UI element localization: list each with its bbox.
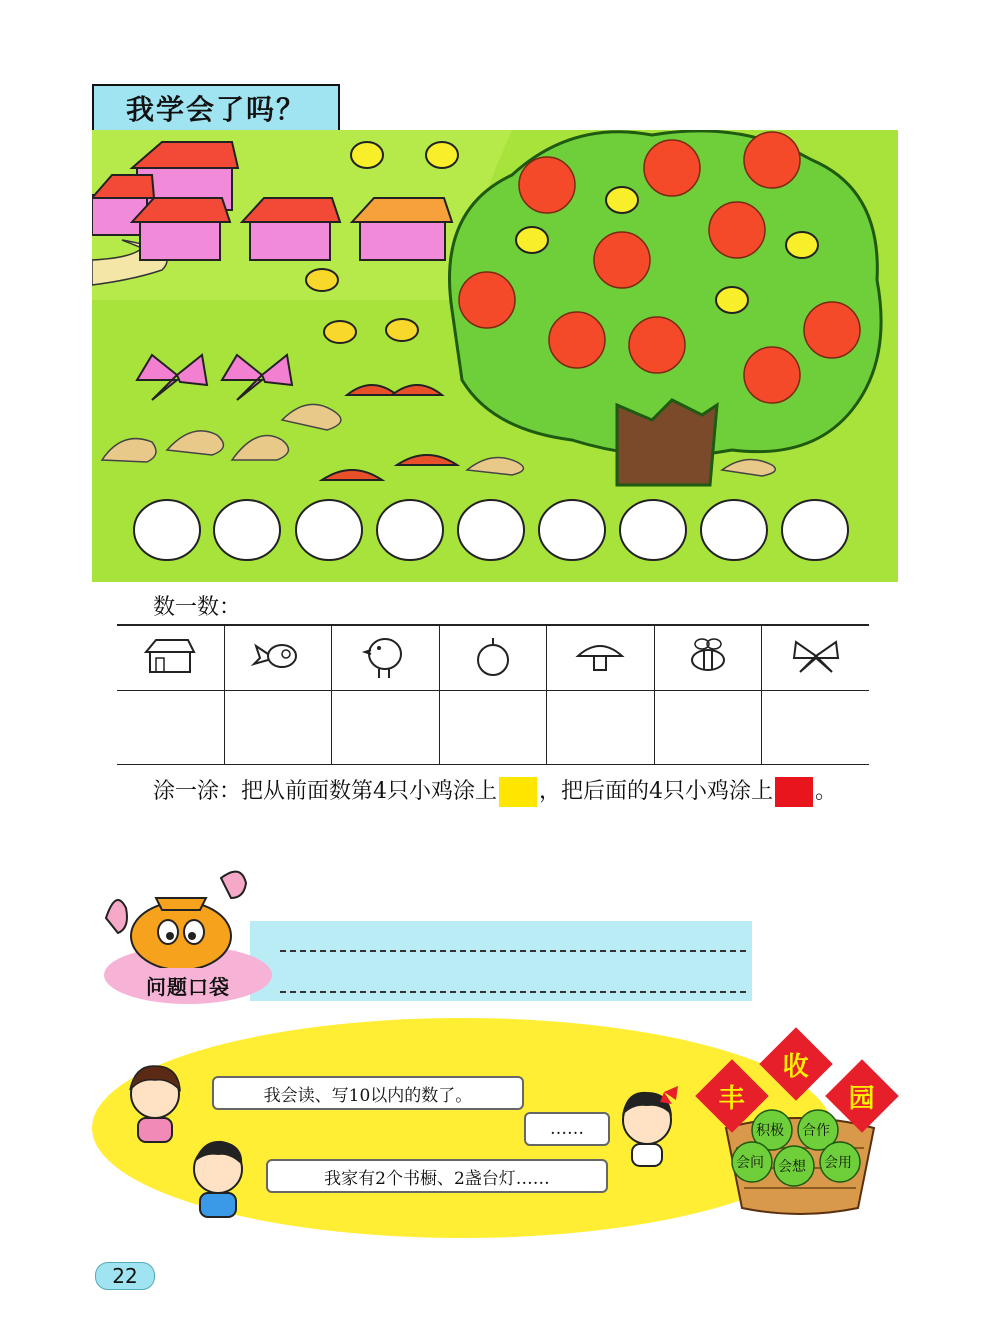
basket-apple-label: 积极 [756, 1123, 784, 1139]
page-number: 22 [95, 1262, 155, 1290]
house-icon [142, 636, 198, 676]
answer-cell[interactable] [332, 691, 440, 765]
apple-icon [465, 634, 521, 678]
color-task-text-b: ，把后面的4只小鸡涂上 [539, 779, 773, 804]
answer-cell[interactable] [224, 691, 332, 765]
count-section-label: 数一数： [153, 595, 242, 620]
pocket-mascot-icon [96, 858, 266, 968]
basket-apple-label: 会问 [736, 1155, 764, 1171]
yellow-swatch [499, 777, 537, 807]
table-header-cell [224, 625, 332, 691]
question-pocket-area [250, 921, 752, 1001]
girl-with-bow-avatar-icon [612, 1082, 682, 1167]
badge-char-yuan: 园 [825, 1059, 899, 1133]
count-table [117, 624, 869, 765]
table-header-cell [547, 625, 655, 691]
answer-cell[interactable] [762, 691, 869, 765]
boy-avatar-icon [182, 1133, 254, 1218]
table-header-cell [439, 625, 547, 691]
table-header-cell [654, 625, 762, 691]
speech-bubble-1: 我会读、写10以内的数了。 [212, 1076, 524, 1110]
color-task-instruction [95, 772, 875, 812]
table-header-cell [762, 625, 869, 691]
basket-apple-label: 会想 [778, 1159, 806, 1175]
bee-icon [676, 636, 740, 676]
color-task-text-c: 。 [815, 779, 838, 804]
scene-illustration [92, 130, 898, 582]
table-header-cell [117, 625, 224, 691]
badge-char-feng: 丰 [695, 1059, 769, 1133]
chick-icon [357, 632, 413, 680]
bird-icon [250, 636, 306, 676]
color-task-text-a: 涂一涂：把从前面数第4只小鸡涂上 [153, 779, 497, 804]
answer-cell[interactable] [654, 691, 762, 765]
speech-bubble-2: …… [524, 1112, 610, 1146]
table-header-cell [332, 625, 440, 691]
girl-avatar-icon [120, 1060, 190, 1145]
speech-bubble-3: 我家有2个书橱、2盏台灯…… [266, 1159, 608, 1193]
answer-line[interactable] [280, 991, 746, 993]
answer-line[interactable] [280, 950, 746, 952]
butterfly-icon [788, 636, 844, 676]
basket-apple-label: 会用 [824, 1155, 852, 1171]
basket-apple-label: 合作 [802, 1123, 830, 1139]
lesson-title: 我学会了吗？ [92, 84, 340, 132]
question-pocket-label: 问题口袋 [104, 946, 272, 1004]
red-swatch [775, 777, 813, 807]
answer-cell[interactable] [117, 691, 224, 765]
badge-char-shou: 收 [759, 1027, 833, 1101]
answer-cell[interactable] [439, 691, 547, 765]
answer-cell[interactable] [547, 691, 655, 765]
mushroom-icon [572, 636, 628, 676]
chicks [134, 500, 848, 560]
